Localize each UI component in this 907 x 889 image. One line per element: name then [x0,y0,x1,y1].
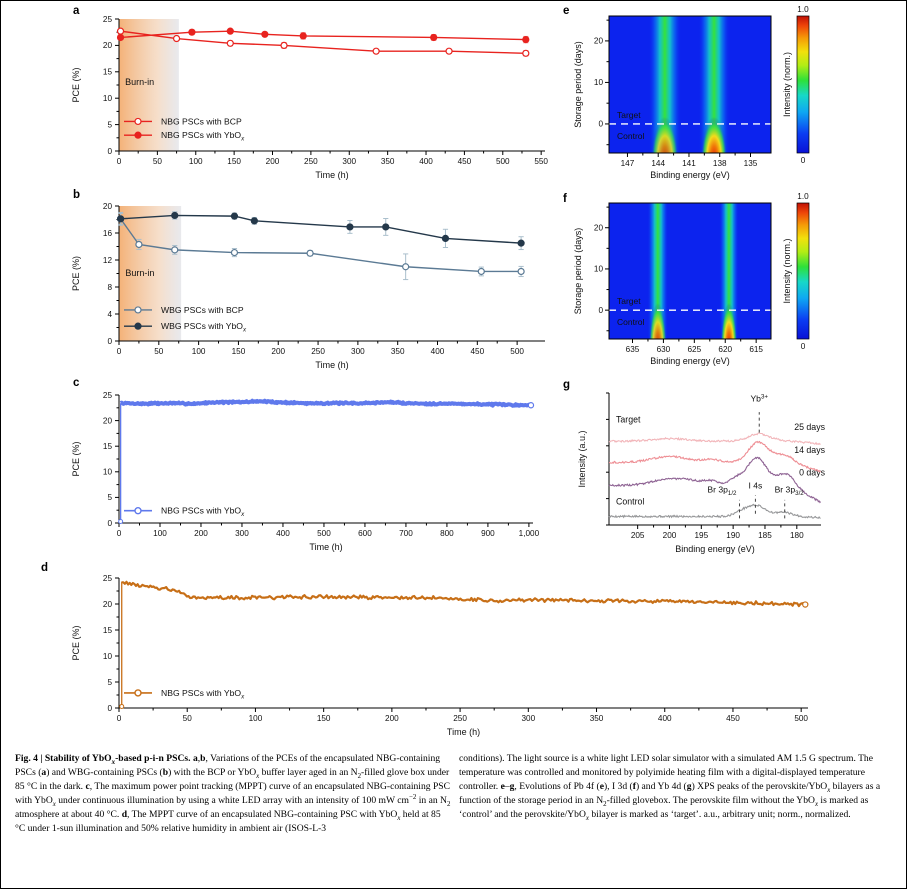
caption-segment: x [585,815,589,823]
svg-text:0: 0 [107,336,112,346]
svg-text:0: 0 [116,714,122,723]
svg-text:250: 250 [304,157,318,166]
svg-text:NBG PSCs with YbOx: NBG PSCs with YbO$_x$ [161,687,245,701]
svg-text:500: 500 [794,714,809,723]
chart-c-svg [29,377,569,565]
svg-text:500: 500 [510,347,524,356]
svg-text:PCE (%): PCE (%) [71,625,81,661]
panel-a-label: a [73,5,80,17]
caption-segment: Fig. 4 | Stability of YbO [15,753,112,764]
svg-text:300: 300 [235,529,249,538]
svg-text:635: 635 [625,345,640,354]
svg-text:200: 200 [194,529,208,538]
svg-text:Binding energy (eV): Binding energy (eV) [650,170,730,180]
panel-c-label: c [73,377,80,389]
svg-text:Storage period (days): Storage period (days) [573,41,583,128]
svg-text:300: 300 [521,714,536,723]
svg-text:Target: Target [617,109,641,120]
svg-text:8: 8 [107,282,112,292]
svg-text:350: 350 [390,347,405,356]
svg-text:25: 25 [102,573,112,583]
svg-text:150: 150 [316,714,331,723]
svg-text:WBG PSCs with BCP: WBG PSCs with BCP [161,304,244,315]
svg-text:10: 10 [593,78,603,88]
svg-text:NBG PSCs with BCP: NBG PSCs with BCP [161,116,242,127]
svg-text:0: 0 [116,347,122,356]
svg-text:16: 16 [102,228,112,238]
caption-segment: , The MPPT curve of an encapsulated NBG-containing PSC with YbO [127,809,398,821]
chart-e-xps-heatmap-pb4f [557,5,907,196]
svg-text:Binding energy (eV): Binding energy (eV) [650,356,730,366]
svg-text:200: 200 [662,531,677,540]
chart-d-svg [29,562,859,752]
svg-text:100: 100 [191,347,206,356]
svg-text:25: 25 [102,14,112,24]
svg-text:100: 100 [153,529,167,538]
caption-segment: ) and WBG-containing PSCs ( [46,767,163,779]
svg-text:Intensity (a.u.): Intensity (a.u.) [577,430,587,488]
svg-text:Control: Control [617,130,645,141]
svg-text:100: 100 [188,157,203,166]
caption-segment: ), I 3d ( [603,781,633,793]
svg-text:50: 50 [182,714,192,723]
caption-segment: x [397,815,401,823]
caption-segment: , Evolutions of Pb 4f ( [514,781,600,793]
svg-text:NBG PSCs with YbOx: NBG PSCs with YbO$_x$ [161,505,245,519]
svg-text:Target: Target [616,414,641,425]
svg-text:500: 500 [495,157,510,166]
svg-text:400: 400 [430,347,445,356]
svg-text:205: 205 [630,531,645,540]
caption-segment: x [52,801,56,809]
svg-text:200: 200 [271,347,286,356]
svg-text:25: 25 [102,390,112,400]
svg-text:Time (h): Time (h) [446,727,481,737]
caption-segment: g [509,781,515,793]
panel-f [557,193,907,379]
svg-text:350: 350 [589,714,604,723]
svg-text:PCE (%): PCE (%) [71,441,81,477]
caption-segment: , Variations of the PCEs of the encapsulated NBG-containing PSCs ( [15,753,441,779]
svg-text:0 days: 0 days [799,467,825,478]
caption-segment: b [162,767,169,779]
svg-text:Burn-in: Burn-in [125,77,155,87]
caption-segment: a [41,767,47,779]
caption-segment: x [256,773,260,780]
svg-text:15: 15 [102,625,112,635]
svg-text:Target: Target [617,296,641,307]
caption-segment: a [192,753,198,764]
svg-text:0: 0 [107,703,112,713]
panel-g [557,379,907,567]
svg-text:147: 147 [620,159,635,168]
svg-text:250: 250 [453,714,467,723]
svg-text:144: 144 [651,159,666,168]
svg-text:630: 630 [656,345,671,354]
chart-d-mppt-ambient [29,562,859,757]
svg-text:200: 200 [265,157,280,166]
chart-b-pce-stability-wbg [29,189,551,384]
chart-g-xps-spectra-yb4d [557,379,907,572]
chart-b-svg [29,189,551,379]
caption-segment: is marked as ‘control’ and the perovskite/YbO [459,795,869,821]
svg-text:135: 135 [743,159,758,168]
svg-text:620: 620 [718,345,733,354]
caption-segment: -based p-i-n PSCs. [115,753,193,764]
caption-segment: conditions). The light source is a white light LED solar simulator with a simulated AM 1.5 G spectrum. The temperature was controlled and monitored by polyimide heating film with a digital-displayed temperature controller. [459,753,873,793]
svg-text:500: 500 [317,529,331,538]
chart-e-svg [557,5,907,191]
caption-segment: held at 85 °C under 1-sun illumination and 50% relative humidity in ambient air (ISOS-L-3 [15,809,441,835]
svg-text:1,000: 1,000 [518,529,540,538]
svg-text:400: 400 [657,714,672,723]
caption-segment: f [632,781,636,793]
svg-text:250: 250 [311,347,325,356]
svg-text:300: 300 [342,157,357,166]
caption-segment: in an N [416,795,447,807]
svg-text:615: 615 [749,345,763,354]
svg-text:200: 200 [385,714,399,723]
panel-g-label: g [563,379,571,391]
caption-segment: ) with the BCP or YbO [168,767,257,779]
svg-text:450: 450 [726,714,740,723]
chart-c-mppt-n2 [29,377,569,570]
figure-caption-column-left [15,752,451,837]
svg-text:10: 10 [102,651,112,661]
svg-text:550: 550 [534,157,548,166]
svg-text:1.0: 1.0 [797,5,809,14]
panel-e-label: e [563,5,570,17]
svg-text:15: 15 [102,67,112,77]
svg-text:0: 0 [598,305,603,315]
svg-text:5: 5 [107,677,112,687]
caption-segment: 2 [603,801,607,809]
svg-text:700: 700 [399,529,413,538]
chart-f-xps-heatmap-i3d [557,193,907,384]
caption-segment: buffer layer aged in an N [259,767,358,779]
chart-a-svg [29,5,551,191]
svg-text:PCE (%): PCE (%) [71,255,81,292]
svg-text:600: 600 [358,529,372,538]
caption-segment: bilayers as a function of the storage period in an N [459,781,881,807]
panel-d-label: d [41,562,49,574]
svg-text:0: 0 [116,157,122,166]
svg-text:185: 185 [758,531,772,540]
svg-text:0: 0 [107,518,112,528]
caption-segment: 2 [357,773,362,780]
svg-text:0: 0 [598,119,603,129]
svg-text:150: 150 [231,347,246,356]
svg-text:Control: Control [617,317,645,328]
svg-text:800: 800 [440,529,454,538]
svg-text:14 days: 14 days [794,445,825,456]
caption-segment: b [200,753,206,764]
panel-c [29,377,569,565]
caption-segment: atmosphere at about 40 °C. [15,809,122,821]
svg-text:625: 625 [687,345,702,354]
svg-text:10: 10 [593,264,603,274]
svg-text:I 4s: I 4s [748,480,763,491]
svg-text:10: 10 [102,467,112,477]
svg-text:NBG PSCs with YbOx: NBG PSCs with YbO$_x$ [161,130,245,143]
panel-b-label: b [73,189,81,201]
caption-segment: , The maximum power point tracking (MPPT) curve of an encapsulated NBG-containing PSC with YbO [15,781,451,807]
caption-segment: -filled glovebox. The perovskite film without the YbO [606,795,815,807]
panel-e [557,5,907,191]
svg-text:12: 12 [102,255,112,265]
svg-text:Storage period (days): Storage period (days) [573,227,583,315]
caption-segment: under continuous illumination by using a white LED array with an intensity of 100 mW cm [55,795,409,807]
svg-text:Time (h): Time (h) [315,170,349,180]
caption-segment: c [85,781,90,793]
svg-text:Time (h): Time (h) [315,360,349,370]
svg-text:195: 195 [694,531,709,540]
svg-text:4: 4 [107,309,112,319]
svg-text:180: 180 [789,531,804,540]
svg-text:5: 5 [107,120,112,130]
svg-text:50: 50 [152,157,162,166]
svg-text:5: 5 [107,493,112,503]
chart-a-pce-stability-nbg [29,5,551,196]
svg-text:20: 20 [593,223,603,233]
chart-f-svg [557,193,907,379]
svg-text:10: 10 [102,94,112,103]
svg-text:20: 20 [102,599,112,609]
svg-text:900: 900 [481,529,495,538]
svg-text:25 days: 25 days [794,421,825,432]
svg-text:400: 400 [419,157,433,166]
svg-text:Control: Control [616,496,645,507]
svg-text:50: 50 [154,347,164,356]
caption-segment: d [121,809,128,821]
caption-segment: , [197,753,201,764]
svg-text:350: 350 [380,157,395,166]
svg-text:141: 141 [682,159,696,168]
panel-b [29,189,551,379]
caption-segment: −2 [408,794,417,802]
caption-segment: x [814,801,819,809]
svg-text:Intensity (norm.): Intensity (norm.) [782,51,792,118]
svg-text:190: 190 [726,531,740,540]
panel-a [29,5,551,191]
svg-text:Binding energy (eV): Binding energy (eV) [675,544,755,554]
svg-text:20: 20 [593,36,603,46]
chart-g-svg [557,379,907,567]
caption-segment: e [599,781,604,793]
figure-caption-column-right [459,752,897,822]
panel-f-label: f [563,193,567,205]
svg-text:20: 20 [102,416,112,426]
svg-text:150: 150 [227,157,241,166]
svg-text:15: 15 [102,442,112,451]
svg-text:20: 20 [102,41,112,51]
svg-text:Burn-in: Burn-in [125,268,155,279]
caption-segment: ) and Yb 4d ( [635,781,687,793]
svg-text:0: 0 [116,529,122,538]
svg-text:138: 138 [712,159,727,168]
svg-text:450: 450 [470,347,485,356]
svg-text:400: 400 [276,529,290,538]
svg-text:PCE (%): PCE (%) [71,67,81,103]
svg-text:0: 0 [800,342,806,351]
svg-text:Time (h): Time (h) [309,542,343,552]
caption-segment: x [827,787,831,795]
svg-text:100: 100 [248,714,263,723]
caption-segment: x [111,758,116,766]
svg-text:20: 20 [102,201,112,211]
caption-segment: e [500,781,505,793]
svg-text:Yb3+: $Yb^{3+}$ [750,393,769,404]
caption-segment: ) XPS peaks of the perovskite/YbO [691,781,828,793]
svg-text:Br 3p1/2: Br $3p_{1/2}$ [707,484,737,498]
svg-text:Intensity (norm.): Intensity (norm.) [782,238,792,304]
svg-text:Br 3p3/2: Br $3p_{3/2}$ [774,484,804,498]
svg-text:450: 450 [457,157,472,166]
caption-segment: g [686,781,692,793]
svg-text:0: 0 [800,156,806,165]
svg-text:300: 300 [351,347,365,356]
svg-text:WBG PSCs with YbOx: WBG PSCs with YbO$_x$ [161,321,247,334]
svg-text:1.0: 1.0 [797,193,809,201]
caption-segment: bilayer is marked as ‘target’. a.u., arbitrary unit; norm., normalized. [588,809,851,821]
caption-segment: -filled glove box under 85 °C in the dark. [15,767,450,793]
svg-text:0: 0 [107,146,112,156]
caption-segment: 2 [447,801,451,809]
caption-segment: – [504,781,510,793]
panel-d [29,562,859,752]
